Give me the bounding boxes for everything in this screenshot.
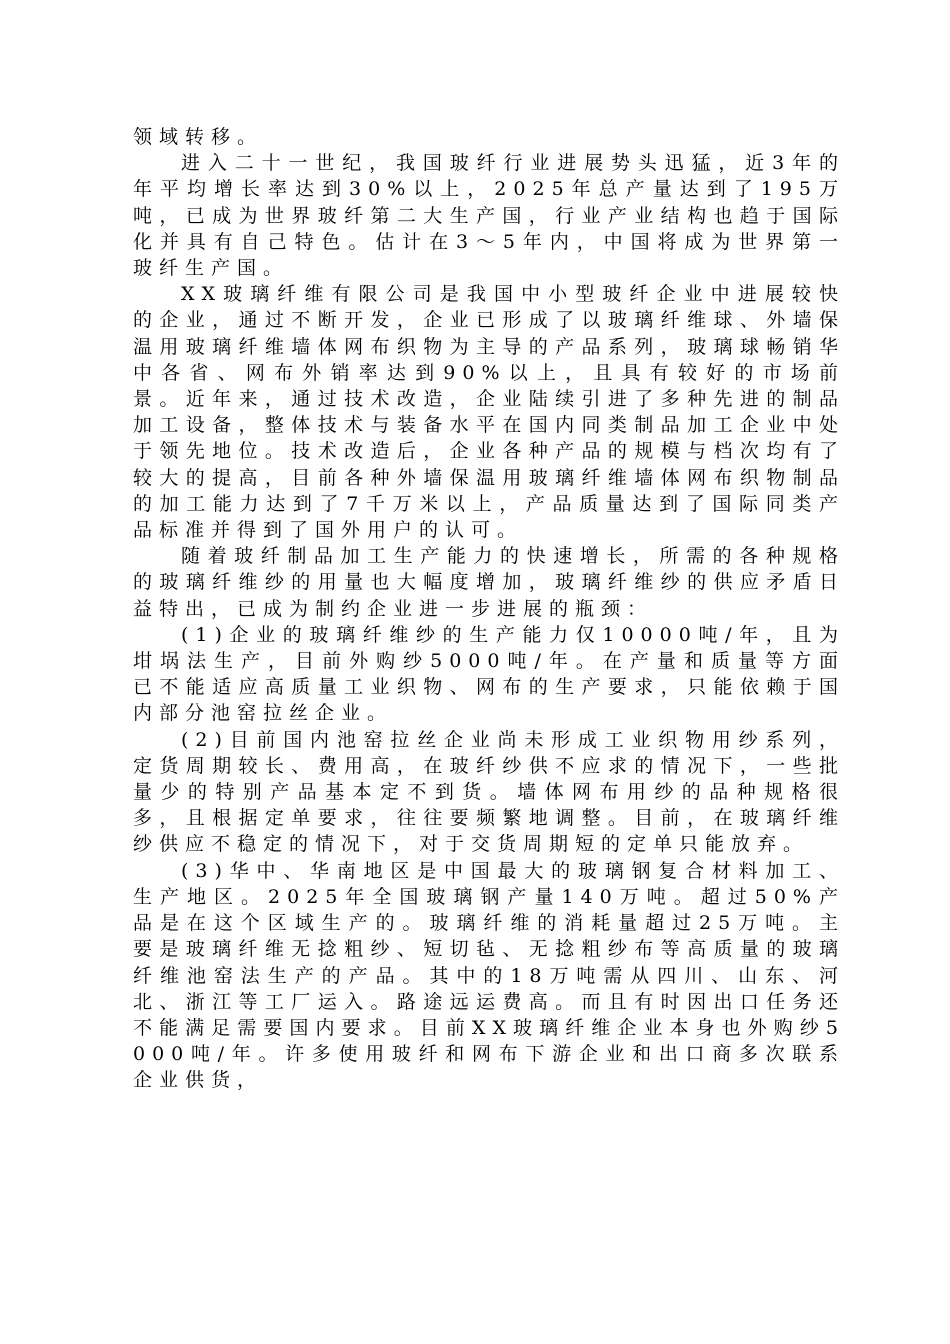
paragraph-supply-bottleneck: 随着玻纤制品加工生产能力的快速增长，所需的各种规格的玻璃纤维纱的用量也大幅度增加，玻璃纤维纱的供应矛盾日益特出，已成为制约企业进一步进展的瓶颈： xyxy=(133,545,845,620)
paragraph-continuation: 领域转移。 xyxy=(133,126,264,148)
paragraph-point-3: (3)华中、华南地区是中国最大的玻璃钢复合材料加工、生产地区。2025年全国玻璃钢产量140万吨。超过50%产品是在这个区域生产的。玻璃纤维的消耗量超过25万吨。主要是玻璃纤维无捻粗纱、短切毡、无捻粗纱布等高质量的玻璃纤维池窑法生产的产品。其中的18万吨需从四川、山东、河北、浙江等工厂运入。路途远运费高。而且有时因出口任务还不能满足需要国内要求。目前XX玻璃纤维企业本身也外购纱5000吨/年。许多使用玻纤和网布下游企业和出口商多次联系企业供货， xyxy=(133,859,845,1092)
paragraph-point-2: (2)目前国内池窑拉丝企业尚未形成工业织物用纱系列，定货周期较长、费用高，在玻纤纱供不应求的情况下，一些批量少的特别产品基本定不到货。墙体网布用纱的品种规格很多，且根据定单要求，往往要频繁地调整。目前，在玻璃纤维纱供应不稳定的情况下，对于交货周期短的定单只能放弃。 xyxy=(133,728,845,856)
paragraph-industry-growth: 进入二十一世纪，我国玻纤行业进展势头迅猛，近3年的年平均增长率达到30%以上，2025年总产量达到了195万吨，已成为世界玻纤第二大生产国，行业产业结构也趋于国际化并具有自己特色。估计在3～5年内，中国将成为世界第一玻纤生产国。 xyxy=(133,152,845,280)
paragraph-point-1: (1)企业的玻璃纤维纱的生产能力仅10000吨/年，且为坩埚法生产，目前外购纱5000吨/年。在产量和质量等方面已不能适应高质量工业织物、网布的生产要求，只能依赖于国内部分池窑拉丝企业。 xyxy=(133,623,845,725)
document-page xyxy=(133,124,845,1094)
paragraph-company-profile: XX玻璃纤维有限公司是我国中小型玻纤企业中进展较快的企业，通过不断开发，企业已形成了以玻璃纤维球、外墙保温用玻璃纤维墙体网布织物为主导的产品系列，玻璃球畅销华中各省、网布外销率达到90%以上，且具有较好的市场前景。近年来，通过技术改造，企业陆续引进了多种先进的制品加工设备，整体技术与装备水平在国内同类制品加工企业中处于领先地位。技术改造后，企业各种产品的规模与档次均有了较大的提高，目前各种外墙保温用玻璃纤维墙体网布织物制品的加工能力达到了7千万米以上，产品质量达到了国际同类产品标准并得到了国外用户的认可。 xyxy=(133,283,845,542)
